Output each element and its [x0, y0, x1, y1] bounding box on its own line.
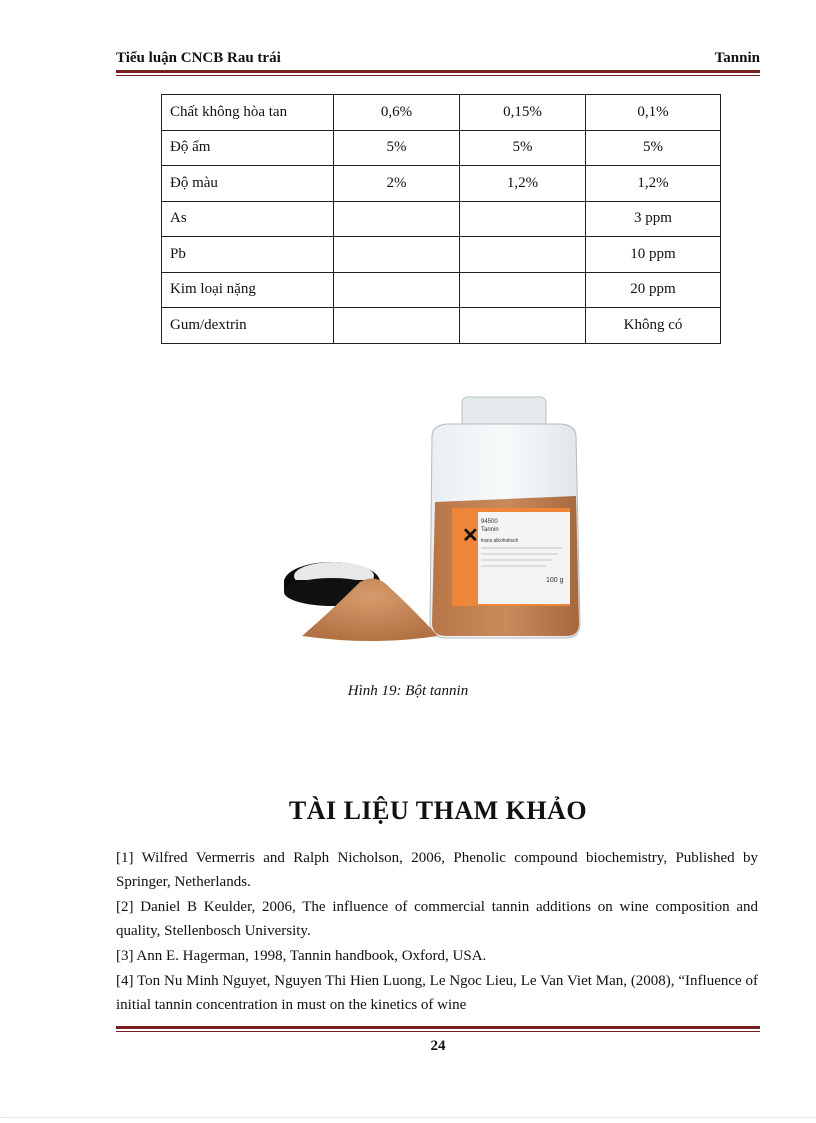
table-cell: [460, 237, 586, 273]
table-row: [162, 308, 721, 344]
table-cell: [334, 272, 460, 308]
reference-item: [4] Ton Nu Minh Nguyet, Nguyen Thi Hien Luong, Le Ngoc Lieu, Le Van Viet Man, (2008), “Influence of initial tannin concentration in must on the kinetics of wine: [116, 973, 758, 1013]
table-cell: [334, 237, 460, 273]
specification-table: [161, 94, 721, 344]
jar-icon: [430, 397, 580, 638]
table-cell: 1,2%: [460, 166, 586, 202]
table-cell: 20 ppm: [586, 272, 721, 308]
table-cell: As: [162, 201, 334, 237]
table-cell: Độ ẩm: [162, 130, 334, 166]
svg-text:trans alkoholisch: trans alkoholisch: [481, 538, 519, 544]
table-cell: [334, 308, 460, 344]
reference-item: [3] Ann E. Hagerman, 1998, Tannin handbook, Oxford, USA.: [116, 948, 487, 964]
header-document-title: Tiểu luận CNCB Rau trái: [116, 50, 281, 66]
table-cell: 5%: [334, 130, 460, 166]
reference-item: [1] Wilfred Vermerris and Ralph Nicholson, 2006, Phenolic compound biochemistry, Published by Springer, Netherlands.: [116, 850, 758, 890]
jar-label-text: 94500: [481, 519, 498, 525]
svg-text:✕: ✕: [462, 525, 479, 547]
table-cell: 5%: [460, 130, 586, 166]
table-cell: [334, 201, 460, 237]
table-cell: [460, 201, 586, 237]
table-cell: [460, 308, 586, 344]
table-cell: 0,1%: [586, 95, 721, 131]
page-bottom-border: [0, 1117, 816, 1119]
page-header: [116, 50, 760, 70]
table-row: [162, 166, 721, 202]
table-row: [162, 272, 721, 308]
references-list: [116, 846, 758, 1018]
table-cell: Chất không hòa tan: [162, 95, 334, 131]
table-cell: Gum/dextrin: [162, 308, 334, 344]
table-cell: Không có: [586, 308, 721, 344]
svg-text:100 g: 100 g: [546, 577, 564, 584]
table-cell: 1,2%: [586, 166, 721, 202]
figure-caption: Hình 19: Bột tannin: [347, 683, 469, 699]
header-section-title: Tannin: [714, 50, 760, 66]
table-cell: [460, 272, 586, 308]
table-cell: 0,15%: [460, 95, 586, 131]
table-cell: 0,6%: [334, 95, 460, 131]
table-cell: Pb: [162, 237, 334, 273]
footer-rule: [116, 1026, 760, 1032]
reference-item: [2] Daniel B Keulder, 2006, The influence of commercial tannin additions on wine composition and quality, Stellenbosch University.: [116, 899, 758, 939]
table-cell: 10 ppm: [586, 237, 721, 273]
table-cell: 5%: [586, 130, 721, 166]
table-row: [162, 201, 721, 237]
tannin-powder-photo: [262, 392, 612, 670]
table-cell: 3 ppm: [586, 201, 721, 237]
table-row: [162, 130, 721, 166]
table-row: [162, 95, 721, 131]
table-cell: Kim loại nặng: [162, 272, 334, 308]
header-rule: [116, 70, 760, 76]
table-cell: Độ màu: [162, 166, 334, 202]
table-row: [162, 237, 721, 273]
references-title: TÀI LIỆU THAM KHẢO: [288, 796, 588, 825]
page-number: 24: [430, 1038, 446, 1054]
table-cell: 2%: [334, 166, 460, 202]
svg-text:Tannin: Tannin: [481, 527, 499, 533]
